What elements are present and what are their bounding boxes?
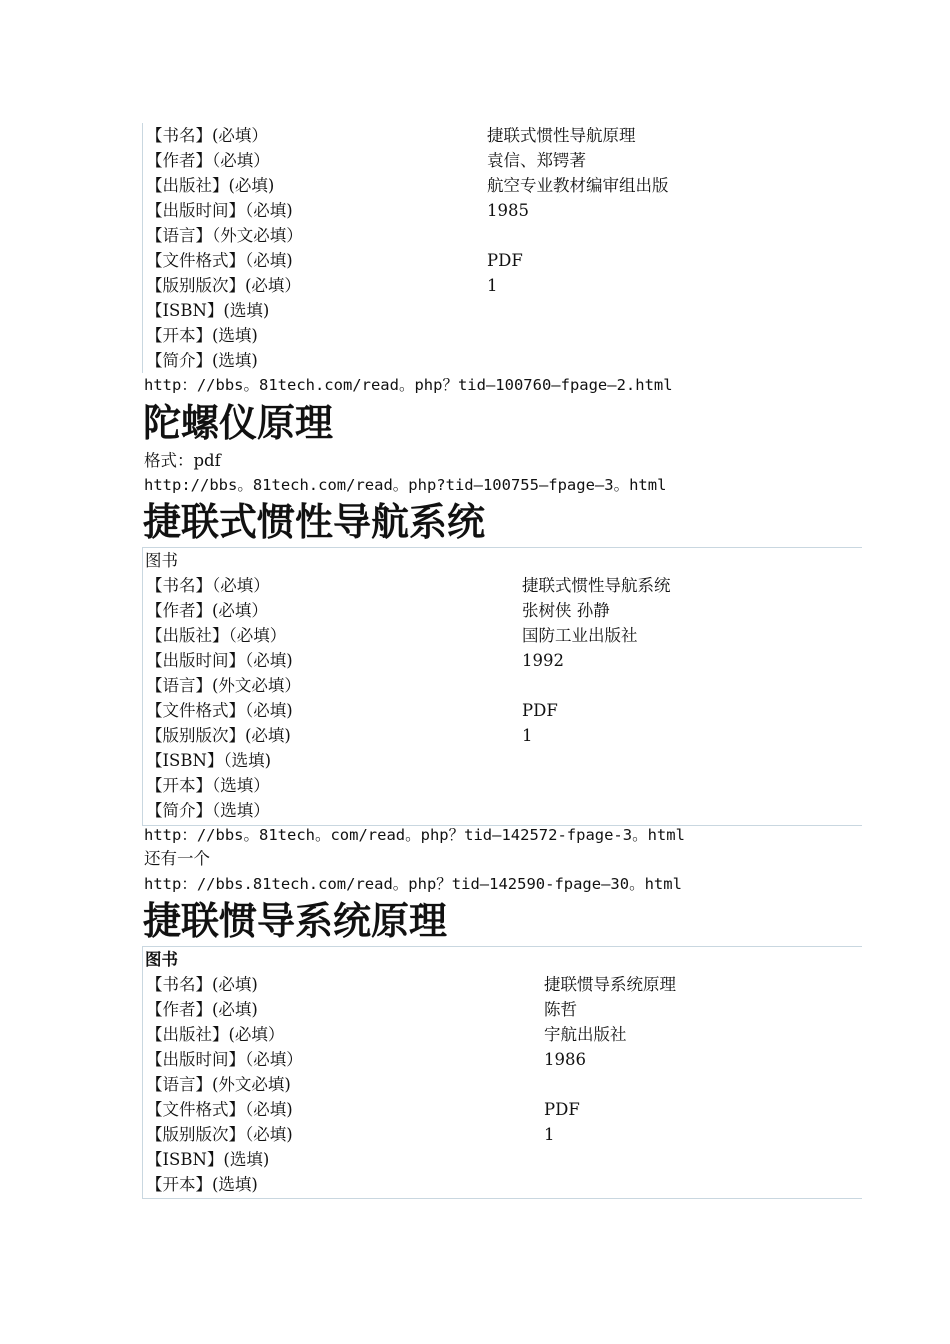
field-value: 1992	[522, 651, 564, 670]
field-label: 【作者】(必填)	[146, 1000, 258, 1019]
field-value: 1985	[487, 201, 529, 220]
download-link-1[interactable]: http：//bbs。81tech.com/read。php？tid—100760—fpage—2.html	[144, 376, 673, 394]
field-label: 【开本】（选填）	[146, 776, 270, 795]
field-value: 1986	[544, 1050, 586, 1069]
field-label: 【文件格式】（必填)	[146, 1100, 293, 1119]
category-label-4: 图书	[145, 950, 178, 969]
field-label: 【语言】（外文必填）	[146, 226, 303, 245]
field-value: PDF	[522, 701, 558, 720]
download-link-3b[interactable]: http：//bbs.81tech.com/read。php？tid—142590-fpage—30。html	[144, 875, 682, 893]
field-label: 【文件格式】（必填)	[146, 701, 293, 720]
field-value: 1	[522, 726, 533, 745]
field-label: 【ISBN】（选填)	[146, 751, 272, 770]
field-label: 【作者】(必填）	[146, 601, 268, 620]
field-label: 【出版社】(必填)	[146, 176, 275, 195]
field-label: 【书名】（必填）	[146, 576, 270, 595]
field-label: 【语言】(外文必填)	[146, 1075, 291, 1094]
field-value: 袁信、郑锷著	[487, 151, 586, 170]
field-label: 【简介】（选填）	[146, 801, 270, 820]
download-link-2[interactable]: http://bbs。81tech.com/read。php?tid—100755—fpage—3。html	[144, 476, 667, 494]
field-value: 捷联式惯性导航系统	[522, 576, 671, 595]
note-line-3: 还有一个	[144, 849, 210, 868]
field-label: 【出版社】(必填）	[146, 1025, 285, 1044]
download-link-3[interactable]: http：//bbs。81tech。com/read。php？tid—142572-fpage-3。html	[144, 826, 685, 844]
field-label: 【出版时间】（必填)	[146, 201, 293, 220]
field-value: 捷联式惯性导航原理	[487, 126, 636, 145]
field-value: 捷联惯导系统原理	[544, 975, 676, 994]
field-label: 【开本】(选填)	[146, 1175, 258, 1194]
field-label: 【ISBN】(选填)	[146, 1150, 270, 1169]
field-value: 1	[544, 1125, 555, 1144]
field-value: 陈哲	[544, 1000, 577, 1019]
field-label: 【文件格式】（必填)	[146, 251, 293, 270]
field-label: 【版别版次】（必填)	[146, 1125, 293, 1144]
field-label: 【版别版次】(必填）	[146, 276, 301, 295]
field-value: 航空专业教材编审组出版	[487, 176, 669, 195]
format-line-2: 格式：pdf	[144, 451, 221, 470]
field-label: 【版别版次】(必填)	[146, 726, 291, 745]
book-title-3: 捷联式惯性导航系统	[143, 500, 486, 544]
field-value: 宇航出版社	[544, 1025, 627, 1044]
field-label: 【出版时间】（必填)	[146, 651, 293, 670]
book-title-4: 捷联惯导系统原理	[143, 899, 448, 943]
field-label: 【ISBN】(选填)	[146, 301, 270, 320]
field-value: 国防工业出版社	[522, 626, 638, 645]
field-value: 张树侠 孙静	[522, 601, 610, 620]
field-label: 【书名】(必填)	[146, 975, 258, 994]
field-label: 【书名】(必填）	[146, 126, 268, 145]
field-label: 【简介】(选填)	[146, 351, 258, 370]
field-label: 【出版时间】（必填）	[146, 1050, 303, 1069]
field-label: 【开本】(选填)	[146, 326, 258, 345]
category-label-3: 图书	[145, 551, 178, 570]
field-label: 【出版社】（必填）	[146, 626, 287, 645]
field-value: 1	[487, 276, 498, 295]
field-label: 【语言】(外文必填）	[146, 676, 301, 695]
field-label: 【作者】（必填）	[146, 151, 270, 170]
book-title-2: 陀螺仪原理	[143, 401, 334, 445]
field-value: PDF	[487, 251, 523, 270]
field-value: PDF	[544, 1100, 580, 1119]
